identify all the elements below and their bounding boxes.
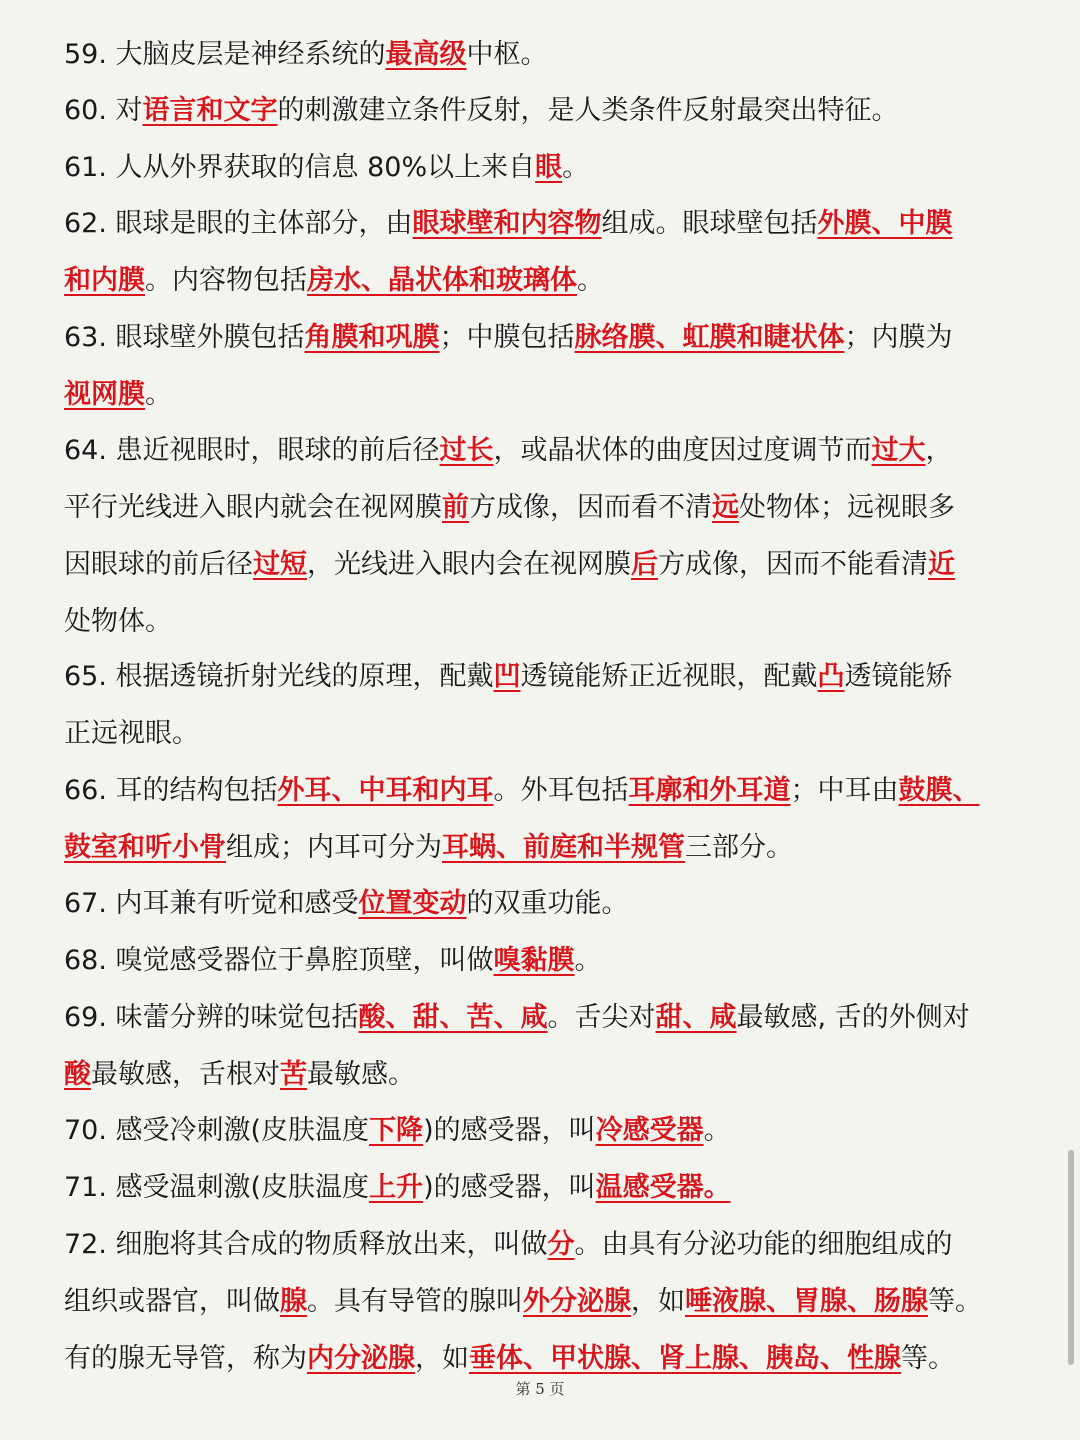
highlight-answer: 唾液腺、胃腺、肠腺 xyxy=(685,1286,928,1317)
page-number: 第 5 页 xyxy=(515,1380,565,1398)
text-segment: 69. 味蕾分辨的味觉包括 xyxy=(64,1002,359,1033)
highlight-answer: 垂体、甲状腺、肾上腺、胰岛、性腺 xyxy=(469,1343,901,1374)
highlight-answer: 最高级 xyxy=(385,39,467,70)
text-segment: 68. 嗅觉感受器位于鼻腔顶壁，叫做 xyxy=(64,945,494,976)
text-segment: ，光线进入眼内会在视网膜 xyxy=(307,549,631,580)
item-72 xyxy=(64,1216,1024,1387)
text-line xyxy=(64,82,1024,139)
text-segment: 的双重功能。 xyxy=(466,888,629,919)
text-segment: 组成；内耳可分为 xyxy=(226,832,442,863)
text-segment: 。 xyxy=(577,265,604,296)
text-segment: 66. 耳的结构包括 xyxy=(64,775,278,806)
item-68 xyxy=(64,932,1024,989)
text-line xyxy=(64,1216,1024,1273)
highlight-answer: 后 xyxy=(631,549,658,580)
highlight-answer: 上升 xyxy=(369,1172,424,1203)
text-segment: 64. 患近视眼时，眼球的前后径 xyxy=(64,435,440,466)
text-segment: 等。 xyxy=(901,1343,955,1374)
text-segment: )的感受器，叫 xyxy=(423,1172,596,1203)
highlight-answer: 甜、咸 xyxy=(655,1002,737,1033)
text-segment: 。 xyxy=(145,379,172,410)
highlight-answer: 语言和文字 xyxy=(142,95,278,126)
text-segment: 。外耳包括 xyxy=(493,775,629,806)
text-segment: 61. 人从外界获取的信息 80%以上来自 xyxy=(64,152,536,183)
highlight-answer: 耳廓和外耳道 xyxy=(628,775,791,806)
highlight-answer: 眼球壁和内容物 xyxy=(412,208,602,239)
highlight-answer: 凹 xyxy=(493,661,521,692)
highlight-answer: 视网膜 xyxy=(64,379,145,410)
text-segment: 。 xyxy=(703,1115,731,1146)
highlight-answer: 眼 xyxy=(535,152,563,183)
highlight-answer: 过短 xyxy=(253,549,307,580)
text-segment: 组织或器官，叫做 xyxy=(64,1286,280,1317)
text-segment: 中枢。 xyxy=(466,39,548,70)
highlight-answer: 温感受器。 xyxy=(595,1172,731,1203)
item-63 xyxy=(64,309,1024,423)
text-segment: 有的腺无导管，称为 xyxy=(64,1343,307,1374)
text-segment: ；中耳由 xyxy=(790,775,899,806)
highlight-answer: 房水、晶状体和玻璃体 xyxy=(307,265,577,296)
text-line xyxy=(64,479,1024,536)
scrollbar-thumb[interactable] xyxy=(1068,1150,1074,1365)
highlight-answer: 脉络膜、虹膜和睫状体 xyxy=(574,322,845,353)
highlight-answer: 外耳、中耳和内耳 xyxy=(277,775,494,806)
text-segment: 等。 xyxy=(928,1286,982,1317)
text-line xyxy=(64,195,1024,252)
highlight-answer: 近 xyxy=(928,549,955,580)
text-line xyxy=(64,932,1024,989)
text-line xyxy=(64,762,1024,819)
text-segment: 最敏感。 xyxy=(307,1059,415,1090)
text-segment: 67. 内耳兼有听觉和感受 xyxy=(64,888,359,919)
text-line xyxy=(64,593,1024,650)
text-segment: 。 xyxy=(562,152,590,183)
text-segment: 。内容物包括 xyxy=(145,265,307,296)
text-segment: 62. 眼球是眼的主体部分，由 xyxy=(64,208,413,239)
text-line xyxy=(64,139,1024,196)
text-line xyxy=(64,536,1024,593)
highlight-answer: 位置变动 xyxy=(358,888,467,919)
text-segment: 。具有导管的腺叫 xyxy=(307,1286,523,1317)
text-line xyxy=(64,1159,1024,1216)
text-line xyxy=(64,26,1024,83)
highlight-answer: 鼓室和听小骨 xyxy=(64,832,226,863)
highlight-answer: 和内膜 xyxy=(64,265,145,296)
text-segment: 透镜能矫正近视眼，配戴 xyxy=(520,661,818,692)
text-segment: 最敏感，舌根对 xyxy=(91,1059,280,1090)
text-segment: 因眼球的前后径 xyxy=(64,549,253,580)
highlight-answer: 嗅黏膜 xyxy=(493,945,575,976)
text-line xyxy=(64,1102,1024,1159)
highlight-answer: 酸、甜、苦、咸 xyxy=(358,1002,548,1033)
text-segment: 。舌尖对 xyxy=(547,1002,656,1033)
text-segment: 三部分。 xyxy=(685,832,793,863)
text-segment: 65. 根据透镜折射光线的原理，配戴 xyxy=(64,661,494,692)
highlight-answer: 内分泌腺 xyxy=(307,1343,415,1374)
text-segment: 。 xyxy=(574,945,602,976)
item-69 xyxy=(64,989,1024,1103)
text-segment: 72. 细胞将其合成的物质释放出来，叫做 xyxy=(64,1229,548,1260)
highlight-answer: 前 xyxy=(442,492,469,523)
text-segment: 方成像，因而看不清 xyxy=(469,492,712,523)
text-segment: ，或晶状体的曲度因过度调节而 xyxy=(493,435,872,466)
highlight-answer: 冷感受器 xyxy=(595,1115,704,1146)
text-segment: 63. 眼球壁外膜包括 xyxy=(64,322,305,353)
text-segment: 处物体。 xyxy=(64,606,172,637)
item-62 xyxy=(64,195,1024,309)
item-61 xyxy=(64,139,1024,196)
text-segment: 处物体；远视眼多 xyxy=(739,492,955,523)
highlight-answer: 凸 xyxy=(817,661,845,692)
text-segment: 组成。眼球壁包括 xyxy=(601,208,818,239)
text-line xyxy=(64,422,1024,479)
text-segment: ，如 xyxy=(415,1343,469,1374)
item-59 xyxy=(64,26,1024,83)
text-segment: ，如 xyxy=(631,1286,685,1317)
text-line xyxy=(64,989,1024,1046)
text-segment: ；中膜包括 xyxy=(439,322,575,353)
highlight-answer: 过长 xyxy=(439,435,494,466)
text-segment: 最敏感, 舌的外侧对 xyxy=(736,1002,970,1033)
highlight-answer: 鼓膜、 xyxy=(898,775,980,806)
text-line xyxy=(64,819,1024,876)
highlight-answer: 过大 xyxy=(871,435,926,466)
text-line xyxy=(64,875,1024,932)
text-segment: ， xyxy=(925,435,953,466)
text-segment: 平行光线进入眼内就会在视网膜 xyxy=(64,492,442,523)
item-65 xyxy=(64,648,1024,762)
text-segment: 的刺激建立条件反射，是人类条件反射最突出特征。 xyxy=(277,95,899,126)
text-line xyxy=(64,1046,1024,1103)
highlight-answer: 耳蜗、前庭和半规管 xyxy=(442,832,685,863)
item-71 xyxy=(64,1159,1024,1216)
text-segment: 方成像，因而不能看清 xyxy=(658,549,928,580)
highlight-answer: 远 xyxy=(712,492,739,523)
item-60 xyxy=(64,82,1024,139)
highlight-answer: 分 xyxy=(547,1229,575,1260)
highlight-answer: 苦 xyxy=(280,1059,307,1090)
text-segment: 透镜能矫 xyxy=(844,661,953,692)
text-line xyxy=(64,252,1024,309)
text-line xyxy=(64,309,1024,366)
item-64 xyxy=(64,422,1024,650)
highlight-answer: 外分泌腺 xyxy=(523,1286,631,1317)
highlight-answer: 外膜、中膜 xyxy=(817,208,953,239)
text-segment: 70. 感受冷刺激(皮肤温度 xyxy=(64,1115,370,1146)
text-segment: 71. 感受温刺激(皮肤温度 xyxy=(64,1172,370,1203)
highlight-answer: 角膜和巩膜 xyxy=(304,322,440,353)
text-segment: 59. 大脑皮层是神经系统的 xyxy=(64,39,386,70)
highlight-answer: 酸 xyxy=(64,1059,91,1090)
highlight-answer: 腺 xyxy=(280,1286,307,1317)
text-line xyxy=(64,1273,1024,1330)
text-segment: ；内膜为 xyxy=(844,322,953,353)
text-segment: 。由具有分泌功能的细胞组成的 xyxy=(574,1229,953,1260)
text-segment: )的感受器，叫 xyxy=(423,1115,596,1146)
item-67 xyxy=(64,875,1024,932)
text-line xyxy=(64,705,1024,762)
item-66 xyxy=(64,762,1024,876)
text-line xyxy=(64,366,1024,423)
text-line xyxy=(64,648,1024,705)
highlight-answer: 下降 xyxy=(369,1115,424,1146)
text-segment: 正远视眼。 xyxy=(64,718,199,749)
text-segment: 60. 对 xyxy=(64,95,143,126)
item-70 xyxy=(64,1102,1024,1159)
